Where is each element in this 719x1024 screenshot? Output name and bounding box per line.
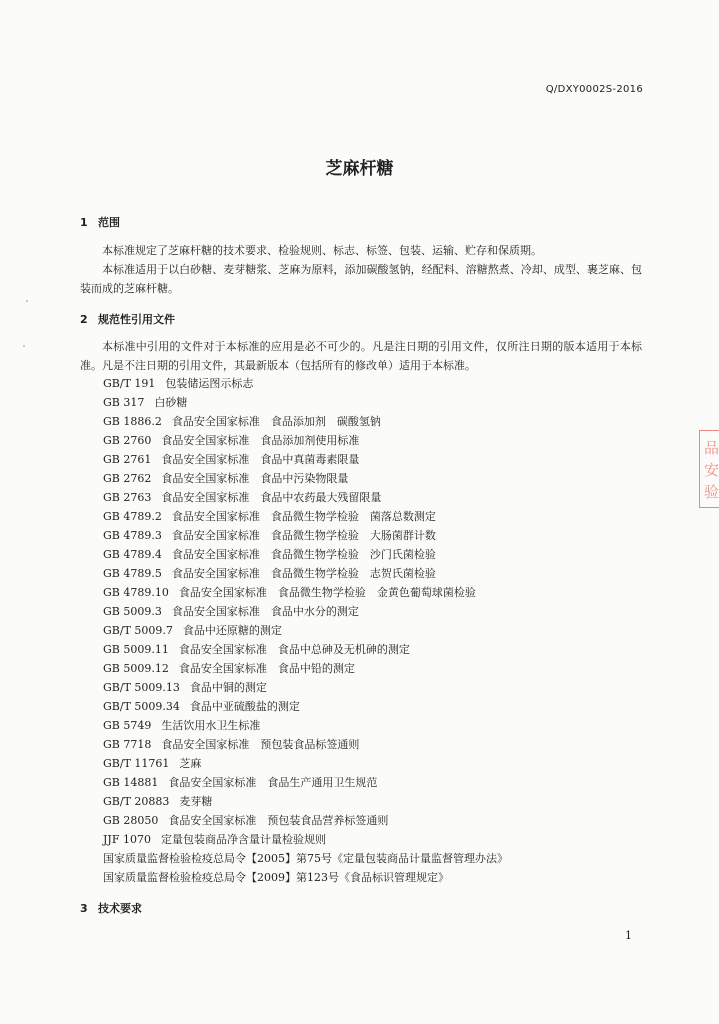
reference-title: 食品中亚硫酸盐的测定 xyxy=(189,700,300,713)
section-2-heading xyxy=(80,311,175,327)
reference-title: 国家质量监督检验检疫总局令【2005】第75号《定量包装商品计量监督管理办法》 xyxy=(103,852,508,865)
reference-item xyxy=(103,526,508,545)
section-title: 技术要求 xyxy=(98,902,142,915)
reference-item xyxy=(103,773,508,792)
reference-title: 食品安全国家标准 预包装食品营养标签通则 xyxy=(168,814,389,827)
reference-title: 食品安全国家标准 食品微生物学检验 金黄色葡萄球菌检验 xyxy=(178,586,476,599)
reference-code: GB 2761 xyxy=(103,453,152,466)
section-number: 3 xyxy=(80,902,88,915)
reference-item xyxy=(103,545,508,564)
section-3-heading xyxy=(80,900,142,916)
reference-code: JJF 1070 xyxy=(103,833,151,846)
reference-code: GB 2762 xyxy=(103,472,152,485)
reference-title: 国家质量监督检验检疫总局令【2009】第123号《食品标识管理规定》 xyxy=(103,871,449,884)
reference-code: GB/T 20883 xyxy=(103,795,170,808)
reference-item xyxy=(103,830,508,849)
reference-item xyxy=(103,849,508,868)
reference-code: GB 4789.5 xyxy=(103,567,162,580)
reference-code: GB 5749 xyxy=(103,719,152,732)
reference-code: GB 317 xyxy=(103,396,145,409)
section-title: 规范性引用文件 xyxy=(98,313,175,326)
reference-code: GB 28050 xyxy=(103,814,159,827)
reference-item xyxy=(103,792,508,811)
reference-title: 白砂糖 xyxy=(154,396,188,409)
reference-code: GB/T 5009.7 xyxy=(103,624,173,637)
reference-item xyxy=(103,716,508,735)
reference-item xyxy=(103,659,508,678)
reference-title: 芝麻 xyxy=(179,757,202,770)
reference-title: 生活饮用水卫生标准 xyxy=(161,719,261,732)
reference-code: GB 5009.11 xyxy=(103,643,169,656)
reference-item xyxy=(103,811,508,830)
reference-item xyxy=(103,412,508,431)
reference-code: GB 5009.3 xyxy=(103,605,162,618)
reference-code: GB 1886.2 xyxy=(103,415,162,428)
inspection-stamp-fragment: 品安 验 xyxy=(699,430,719,508)
reference-title: 食品安全国家标准 食品微生物学检验 沙门氏菌检验 xyxy=(171,548,436,561)
reference-title: 食品安全国家标准 食品中真菌毒素限量 xyxy=(161,453,360,466)
section-number: 1 xyxy=(80,216,88,229)
scan-speck xyxy=(23,345,25,347)
scope-paragraph-2: 本标准适用于以白砂糖、麦芽糖浆、芝麻为原料，添加碳酸氢钠，经配料、溶糖熬煮、冷却、成型、裹芝麻、包装而成的芝麻杆糖。 xyxy=(80,263,642,295)
references-intro: 本标准中引用的文件对于本标准的应用是必不可少的。凡是注日期的引用文件，仅所注日期的版本适用于本标准。凡是不注日期的引用文件，其最新版本（包括所有的修改单）适用于本标准。 xyxy=(80,340,642,372)
reference-item xyxy=(103,697,508,716)
reference-item xyxy=(103,754,508,773)
reference-code: GB/T 5009.34 xyxy=(103,700,180,713)
reference-item xyxy=(103,678,508,697)
section-title: 范围 xyxy=(98,216,120,229)
section-1-heading xyxy=(80,214,120,230)
reference-title: 食品安全国家标准 食品中水分的测定 xyxy=(171,605,359,618)
reference-item xyxy=(103,621,508,640)
reference-title: 食品安全国家标准 食品中铅的测定 xyxy=(178,662,355,675)
reference-code: GB 7718 xyxy=(103,738,152,751)
reference-code: GB 4789.4 xyxy=(103,548,162,561)
reference-title: 食品安全国家标准 食品中农药最大残留限量 xyxy=(161,491,382,504)
reference-title: 定量包装商品净含量计量检验规则 xyxy=(160,833,326,846)
reference-title: 食品安全国家标准 食品添加剂使用标准 xyxy=(161,434,360,447)
reference-item xyxy=(103,735,508,754)
reference-title: 食品中铜的测定 xyxy=(189,681,267,694)
reference-code: GB/T 191 xyxy=(103,377,156,390)
reference-code: GB 4789.2 xyxy=(103,510,162,523)
reference-title: 食品安全国家标准 食品中总砷及无机砷的测定 xyxy=(178,643,410,656)
scope-paragraph-1: 本标准规定了芝麻杆糖的技术要求、检验规则、标志、标签、包装、运输、贮存和保质期。 xyxy=(102,244,542,257)
reference-code: GB 4789.3 xyxy=(103,529,162,542)
reference-title: 食品中还原糖的测定 xyxy=(182,624,282,637)
reference-code: GB/T 5009.13 xyxy=(103,681,180,694)
section-number: 2 xyxy=(80,313,88,326)
reference-code: GB 2763 xyxy=(103,491,152,504)
reference-item xyxy=(103,431,508,450)
reference-item xyxy=(103,450,508,469)
reference-code: GB 5009.12 xyxy=(103,662,169,675)
reference-item xyxy=(103,602,508,621)
reference-title: 麦芽糖 xyxy=(179,795,213,808)
reference-code: GB 14881 xyxy=(103,776,159,789)
reference-title: 食品安全国家标准 食品微生物学检验 志贺氏菌检验 xyxy=(171,567,436,580)
reference-item xyxy=(103,564,508,583)
standard-code: Q/DXY0002S-2016 xyxy=(545,84,643,95)
reference-list xyxy=(103,374,508,887)
reference-item xyxy=(103,393,508,412)
reference-title: 包装储运图示标志 xyxy=(165,377,254,390)
reference-title: 食品安全国家标准 食品微生物学检验 大肠菌群计数 xyxy=(171,529,436,542)
reference-title: 食品安全国家标准 预包装食品标签通则 xyxy=(161,738,360,751)
reference-code: GB/T 11761 xyxy=(103,757,170,770)
reference-title: 食品安全国家标准 食品生产通用卫生规范 xyxy=(168,776,378,789)
reference-item xyxy=(103,469,508,488)
reference-item xyxy=(103,583,508,602)
document-title: 芝麻杆糖 xyxy=(325,159,394,179)
reference-item xyxy=(103,507,508,526)
reference-item xyxy=(103,374,508,393)
reference-item xyxy=(103,488,508,507)
reference-code: GB 2760 xyxy=(103,434,152,447)
reference-item xyxy=(103,868,508,887)
reference-title: 食品安全国家标准 食品中污染物限量 xyxy=(161,472,349,485)
reference-title: 食品安全国家标准 食品微生物学检验 菌落总数测定 xyxy=(171,510,436,523)
reference-item xyxy=(103,640,508,659)
reference-code: GB 4789.10 xyxy=(103,586,169,599)
page-number: 1 xyxy=(625,929,632,942)
scan-speck xyxy=(26,300,28,302)
reference-title: 食品安全国家标准 食品添加剂 碳酸氢钠 xyxy=(171,415,381,428)
